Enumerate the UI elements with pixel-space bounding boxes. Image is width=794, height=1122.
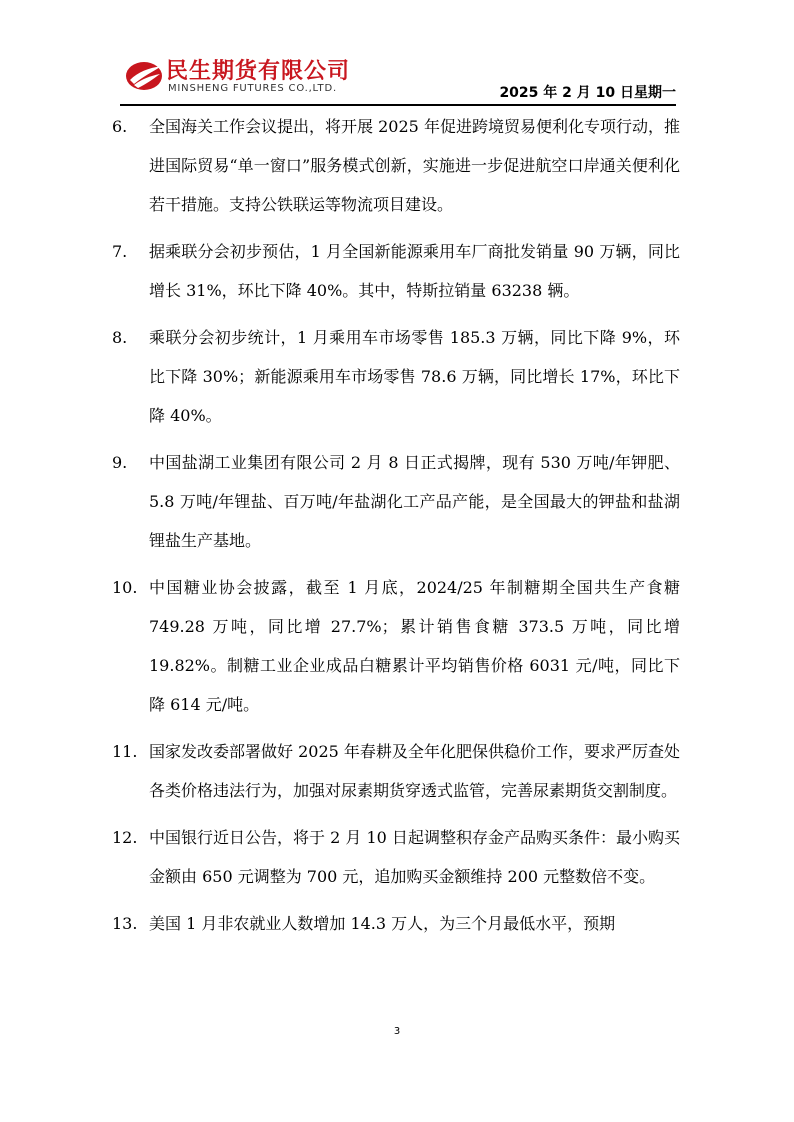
news-item bbox=[112, 107, 680, 224]
logo-english-name: MINSHENG FUTURES CO.,LTD. bbox=[168, 83, 337, 94]
news-item bbox=[112, 904, 680, 943]
page-number: 3 bbox=[393, 1026, 401, 1037]
page-header bbox=[120, 50, 676, 105]
item-number: 8. bbox=[112, 328, 128, 347]
item-number: 13. bbox=[112, 914, 138, 933]
item-text: 全国海关工作会议提出，将开展 2025 年促进跨境贸易便利化专项行动，推进国际贸易“单一窗口”服务模式创新，实施进一步促进航空口岸通关便利化若干措施。支持公铁联运等物流项目建设。 bbox=[149, 117, 680, 214]
item-number: 9. bbox=[112, 453, 128, 472]
item-text: 乘联分会初步统计，1 月乘用车市场零售 185.3 万辆，同比下降 9%，环比下降 30%；新能源乘用车市场零售 78.6 万辆，同比增长 17%，环比下降 40%。 bbox=[149, 328, 680, 425]
item-number: 6. bbox=[112, 117, 128, 136]
item-number: 7. bbox=[112, 242, 128, 261]
item-text: 据乘联分会初步预估，1 月全国新能源乘用车厂商批发销量 90 万辆，同比增长 31%，环比下降 40%。其中，特斯拉销量 63238 辆。 bbox=[149, 242, 680, 300]
logo-chinese-name: 民生期货有限公司 bbox=[166, 59, 351, 84]
report-date: 2025 年 2 月 10 日星期一 bbox=[499, 85, 676, 101]
news-item bbox=[112, 818, 680, 896]
item-text: 中国盐湖工业集团有限公司 2 月 8 日正式揭牌，现有 530 万吨/年钾肥、5.8 万吨/年锂盐、百万吨/年盐湖化工产品产能，是全国最大的钾盐和盐湖锂盐生产基地。 bbox=[149, 453, 680, 550]
item-text: 中国糖业协会披露，截至 1 月底，2024/25 年制糖期全国共生产食糖 749.28 万吨，同比增 27.7%；累计销售食糖 373.5 万吨，同比增 19.82%。制糖工业企业成品白糖累计平均销售价格 6031 元/吨，同比下降 614 元/吨。 bbox=[149, 578, 680, 714]
item-text: 美国 1 月非农就业人数增加 14.3 万人，为三个月最低水平，预期 bbox=[149, 914, 616, 933]
news-item bbox=[112, 732, 680, 810]
item-number: 12. bbox=[112, 828, 138, 847]
minsheng-logo-icon bbox=[124, 54, 164, 94]
item-number: 10. bbox=[112, 578, 138, 597]
company-logo bbox=[120, 50, 370, 100]
news-item bbox=[112, 232, 680, 310]
item-text: 中国银行近日公告，将于 2 月 10 日起调整积存金产品购买条件：最小购买金额由 650 元调整为 700 元，追加购买金额维持 200 元整数倍不变。 bbox=[149, 828, 680, 886]
news-item bbox=[112, 443, 680, 560]
news-item bbox=[112, 568, 680, 724]
item-number: 11. bbox=[112, 742, 138, 761]
news-list bbox=[112, 107, 680, 951]
news-item bbox=[112, 318, 680, 435]
item-text: 国家发改委部署做好 2025 年春耕及全年化肥保供稳价工作，要求严厉查处各类价格违法行为，加强对尿素期货穿透式监管，完善尿素期货交割制度。 bbox=[149, 742, 680, 800]
header-divider bbox=[120, 104, 676, 106]
